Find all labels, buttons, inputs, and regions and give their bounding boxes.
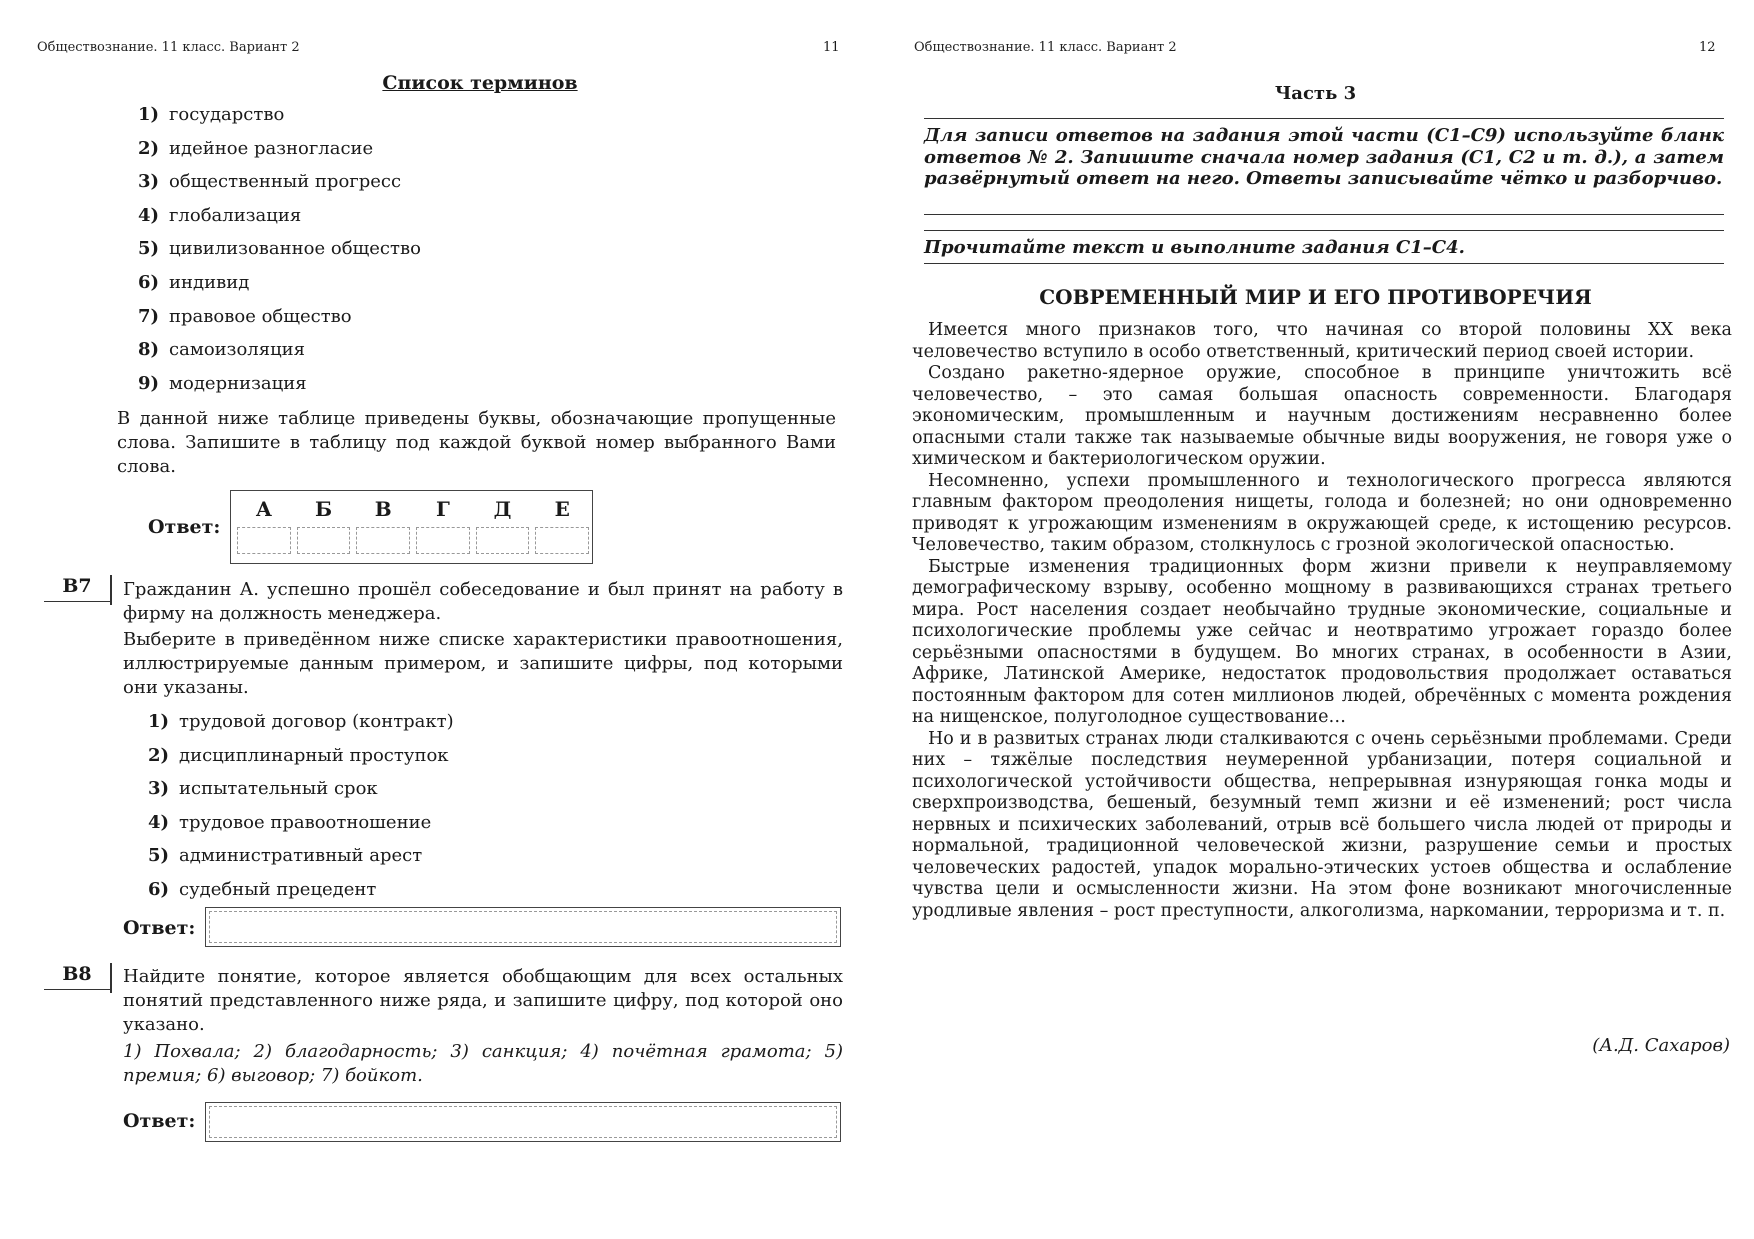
b7-options-list	[148, 710, 454, 912]
item-text: самоизоляция	[169, 339, 306, 361]
divider	[924, 263, 1724, 264]
b7-text: Гражданин А. успешно прошёл собеседование и был принят на работу в фирму на должность менеджера.	[123, 579, 843, 624]
part-instruction: Для записи ответов на задания этой части (С1–С9) используйте бланк ответов № 2. Запишите сначала номер задания (С1, С2 и т. д.), а затем развёрнутый ответ на него. Ответы записывайте чётко и разборчиво.	[924, 125, 1724, 190]
paragraph: Имеется много признаков того, что начиная со второй половины XX века человечество вступило в особо ответственный, критический период своей истории.	[912, 320, 1732, 362]
term-item-4	[138, 204, 421, 238]
table-instruction: В данной ниже таблице приведены буквы, обозначающие пропущенные слова. Запишите в таблицу под каждой буквой номер выбранного Вами слова.	[117, 408, 836, 477]
item-number: 9)	[138, 372, 160, 394]
page-number: 11	[823, 40, 840, 55]
paragraph: Но и в развитых странах люди сталкиваются с очень серьёзными проблемами. Среди них – тяжёлые последствия неумеренной урбанизации, потеря социальной и психологической устойчивости общества, непрерывная изнуряющая гонка моды и сверхпроизводства, бешеный, безумный темп жизни и её изменений; рост числа нервных и психических заболеваний, отрыв всё большего числа людей от природы и нормальной, традиционной человеческой жизни, разрушение семьи и простых человеческих радостей, упадок морально-этических устоев общества и ослабление чувства цели и осмысленности жизни. На этом фоне возникают многочисленные уродливые явления – рост преступности, алкоголизма, наркомании, терроризма и т. п.	[912, 728, 1732, 921]
item-text: административный арест	[179, 845, 423, 867]
term-item-5	[138, 237, 421, 271]
b8-answer-field[interactable]	[205, 1102, 841, 1142]
item-number: 1)	[138, 104, 160, 125]
terms-list	[138, 103, 421, 405]
text-author: (А.Д. Сахаров)	[1592, 1035, 1730, 1056]
divider	[924, 118, 1724, 119]
read-instruction: Прочитайте текст и выполните задания С1–С4.	[924, 237, 1465, 258]
term-item-6	[138, 271, 421, 305]
item-number: 6)	[138, 271, 160, 293]
table-letter: А	[255, 497, 272, 521]
item-text: государство	[169, 104, 285, 125]
reading-text	[912, 320, 1732, 922]
right-page	[877, 0, 1754, 1239]
paragraph: Быстрые изменения традиционных форм жизни привели к неуправляемому демографическому взрыву, особенно мощному в развивающихся странах третьего мира. Рост населения создает необычайно трудные экономические, социальные и психологические проблемы уже сейчас и неотвратимо угрожает гораздо более серьёзными опасностями в будущем. Во многих странах, в особенности в Азии, Африке, Латинской Америке, недостаток продовольствия продолжает оставаться постоянным фактором для сотен миллионов людей, обречённых с момента рождения на нищенское, полуголодное существование…	[912, 556, 1732, 727]
term-item-8	[138, 338, 421, 372]
table-answer-cell[interactable]	[356, 527, 410, 554]
item-text: трудовой договор (контракт)	[179, 711, 454, 732]
table-answer-cell[interactable]	[535, 527, 589, 554]
item-number: 2)	[138, 137, 160, 159]
b7-option-1	[148, 710, 454, 744]
divider	[924, 214, 1724, 215]
term-item-3	[138, 170, 421, 204]
terms-title: Список терминов	[382, 72, 578, 94]
part-title: Часть 3	[1274, 83, 1357, 104]
item-number: 4)	[138, 204, 160, 226]
table-letter: В	[374, 497, 392, 521]
b7-option-5	[148, 844, 454, 878]
table-answer-cell[interactable]	[416, 527, 470, 554]
task-label-b7: B7	[44, 575, 110, 602]
task-bar	[110, 575, 112, 605]
item-text: испытательный срок	[179, 778, 378, 800]
term-item-7	[138, 305, 421, 339]
table-answer-cell[interactable]	[297, 527, 351, 554]
b8-answer-label: Ответ:	[123, 1110, 196, 1132]
item-text: идейное разногласие	[169, 137, 374, 159]
term-item-1	[138, 103, 421, 137]
table-letter: Д	[493, 497, 512, 521]
item-text: трудовое правоотношение	[179, 811, 432, 833]
item-number: 5)	[148, 845, 170, 867]
term-item-2	[138, 137, 421, 171]
paragraph: Создано ракетно-ядерное оружие, способное в принципе уничтожить всё человечество, – это самая большая опасность современности. Благодаря экономическим, промышленным и научным достижениям несравненно более опасными стали также так называемые обычные виды вооружения, не говоря уже о химическом и бактериологическом оружии.	[912, 363, 1732, 469]
item-text: индивид	[169, 271, 250, 293]
item-number: 5)	[138, 238, 160, 260]
item-text: судебный прецедент	[179, 878, 377, 900]
divider	[924, 230, 1724, 231]
b7-instruction: Выберите в приведённом ниже списке характеристики правоотношения, иллюстрируемые данным примером, и запишите цифры, под которыми они указаны.	[123, 629, 843, 698]
b8-list: 1) Похвала; 2) благодарность; 3) санкция; 4) почётная грамота; 5) премия; 6) выговор; 7) бойкот.	[123, 1041, 843, 1086]
item-number: 2)	[148, 744, 170, 766]
table-answer-cell[interactable]	[237, 527, 291, 554]
table-letter: Е	[554, 497, 570, 521]
answer-letter-table	[230, 490, 593, 564]
item-number: 7)	[138, 305, 160, 327]
table-letter: Б	[314, 497, 333, 521]
item-text: глобализация	[169, 204, 302, 226]
text-title: СОВРЕМЕННЫЙ МИР И ЕГО ПРОТИВОРЕЧИЯ	[1039, 285, 1592, 309]
table-answer-cell[interactable]	[476, 527, 530, 554]
b7-option-3	[148, 777, 454, 811]
item-number: 3)	[138, 171, 160, 193]
item-text: общественный прогресс	[169, 171, 402, 193]
term-item-9	[138, 372, 421, 406]
item-number: 1)	[148, 711, 170, 732]
b7-answer-field[interactable]	[205, 907, 841, 947]
b7-option-4	[148, 811, 454, 845]
page-header: Обществознание. 11 класс. Вариант 2	[914, 40, 1177, 55]
item-text: цивилизованное общество	[169, 238, 421, 260]
table-letter: Г	[435, 497, 450, 521]
page-header: Обществознание. 11 класс. Вариант 2	[37, 40, 300, 55]
item-text: правовое общество	[169, 305, 352, 327]
item-text: модернизация	[169, 372, 307, 394]
page-number: 12	[1699, 40, 1716, 55]
item-text: дисциплинарный проступок	[179, 744, 449, 766]
task-bar	[110, 963, 112, 993]
item-number: 6)	[148, 878, 170, 900]
task-label-b8: B8	[44, 963, 110, 990]
answer-label: Ответ:	[148, 516, 221, 538]
paragraph: Несомненно, успехи промышленного и технологического прогресса являются главным фактором преодоления нищеты, голода и болезней; но они одновременно приводят к угрожающим изменениям в окружающей среде, к истощению ресурсов. Человечество, таким образом, столкнулось с грозной экологической опасностью.	[912, 470, 1732, 555]
item-number: 8)	[138, 339, 160, 361]
b8-text: Найдите понятие, которое является обобщающим для всех остальных понятий представленного ниже ряда, и запишите цифру, под которой оно указано.	[123, 966, 843, 1035]
b7-answer-label: Ответ:	[123, 917, 196, 939]
b7-option-2	[148, 744, 454, 778]
item-number: 4)	[148, 811, 170, 833]
item-number: 3)	[148, 778, 170, 800]
